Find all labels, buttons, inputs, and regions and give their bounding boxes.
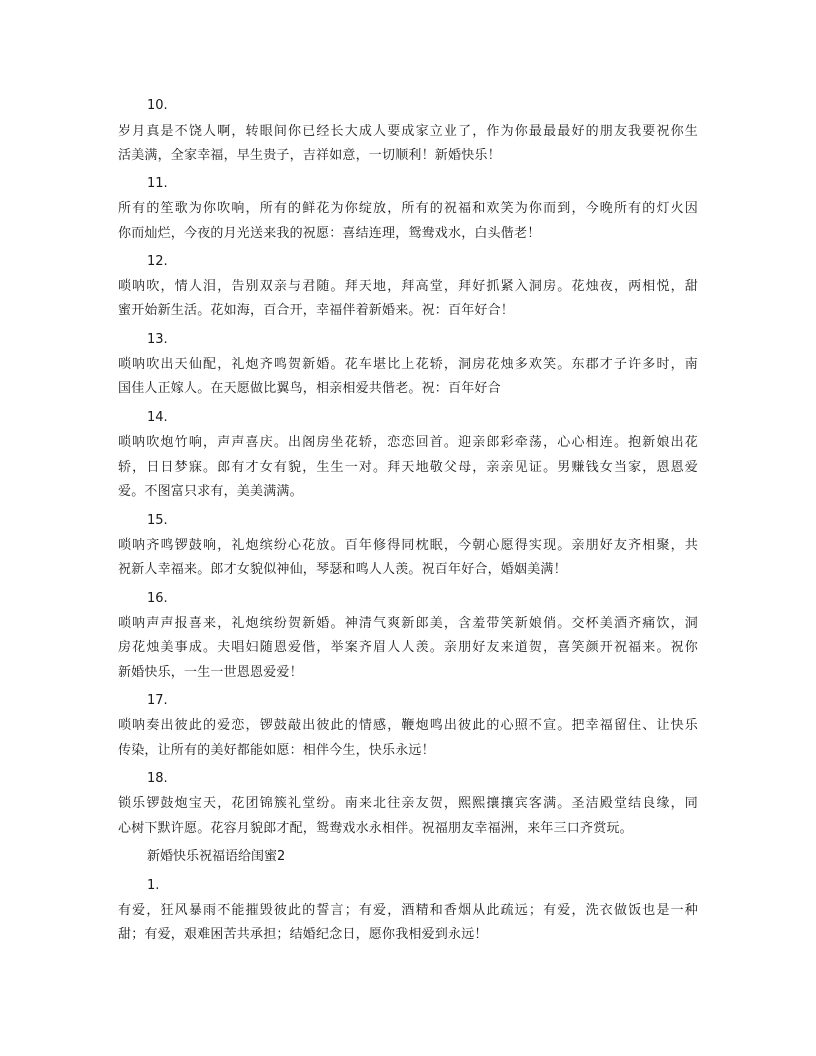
entry-text-line: 唢呐声声报喜来，礼炮缤纷贺新婚。神清气爽新郎美，含羞带笑新娘俏。交杯美酒齐痛饮，洞 [118,616,698,631]
entry-text-line: 岁月真是不饶人啊，转眼间你已经长大成人要成家立业了，作为你最最最好的朋友我要祝你生 [118,124,698,139]
entry-number: 11. [147,176,168,191]
entry-text-line: 爱。不图富只求有，美美满满。 [118,484,303,499]
entry-text-line: 所有的笙歌为你吹响，所有的鲜花为你绽放，所有的祝福和欢笑为你而到，今晚所有的灯火因 [118,201,698,216]
entry-text-line: 唢呐吹炮竹响，声声喜庆。出阁房坐花轿，恋恋回首。迎亲郎彩牵荡，心心相连。抱新娘出花 [118,435,698,450]
entry-number: 13. [147,332,168,347]
section-heading: 新婚快乐祝福语给闺蜜2 [147,849,286,864]
entry-text-line: 唢呐奏出彼此的爱恋，锣鼓敲出彼此的情感，鞭炮鸣出彼此的心照不宣。把幸福留住、让快乐 [118,718,698,733]
entry-text-line: 唢呐齐鸣锣鼓响，礼炮缤纷心花放。百年修得同枕眠，今朝心愿得实现。亲朋好友齐相聚，共 [118,538,698,553]
entry-text-line: 国佳人正嫁人。在天愿做比翼鸟，相亲相爱共偕老。祝：百年好合 [118,381,501,396]
entry-number: 18. [147,771,168,786]
entry-text-line: 心树下默许愿。花容月貌郎才配，鸳鸯戏水永相伴。祝福朋友幸福洲，来年三口齐赏玩。 [118,821,633,836]
entry-text-line: 祝新人幸福来。郎才女貌似神仙，琴瑟和鸣人人羡。祝百年好合，婚姻美满！ [118,562,567,577]
entry-text-line: 甜；有爱，艰难困苦共承担；结婚纪念日，愿你我相爱到永远！ [118,927,488,942]
entry-number: 12. [147,254,168,269]
entry-number: 15. [147,513,168,528]
entry-text-line: 活美满，全家幸福，早生贵子，吉祥如意，一切顺利！新婚快乐！ [118,148,501,163]
entry-text-line: 轿，日日梦寐。郎有才女有貌，生生一对。拜天地敬父母，亲亲见证。男赚钱女当家，恩恩爱 [118,460,698,475]
entry-number: 17. [147,693,168,708]
entry-number: 1. [147,878,160,893]
entry-number: 10. [147,98,168,113]
entry-text-line: 蜜开始新生活。花如海，百合开，幸福伴着新婚来。祝：百年好合！ [118,303,515,318]
entry-text-line: 房花烛美事成。夫唱妇随恩爱偕，举案齐眉人人羡。亲朋好友来道贺，喜笑颜开祝福来。祝你 [118,640,698,655]
entry-text-line: 传染，让所有的美好都能如愿：相伴今生，快乐永远！ [118,743,435,758]
entry-text-line: 唢呐吹出天仙配，礼炮齐鸣贺新婚。花车堪比上花轿，洞房花烛多欢笑。东郡才子许多时，南 [118,357,698,372]
entry-text-line: 你而灿烂，今夜的月光送来我的祝愿：喜结连理，鸳鸯戏水，白头偕老！ [118,226,541,241]
entry-number: 16. [147,591,168,606]
entry-number: 14. [147,410,168,425]
entry-text-line: 有爱，狂风暴雨不能摧毁彼此的誓言；有爱，酒精和香烟从此疏远；有爱，洗衣做饭也是一种 [118,903,698,918]
entry-text-line: 唢呐吹，情人泪，告别双亲与君随。拜天地，拜高堂，拜好抓紧入洞房。花烛夜，两相悦，甜 [118,279,698,294]
entry-text-line: 新婚快乐，一生一世恩恩爱爱！ [118,665,303,680]
entry-text-line: 锁乐锣鼓炮宝天，花团锦簇礼堂纷。南来北往亲友贺，熙熙攘攘宾客满。圣洁殿堂结良缘，同 [118,796,698,811]
